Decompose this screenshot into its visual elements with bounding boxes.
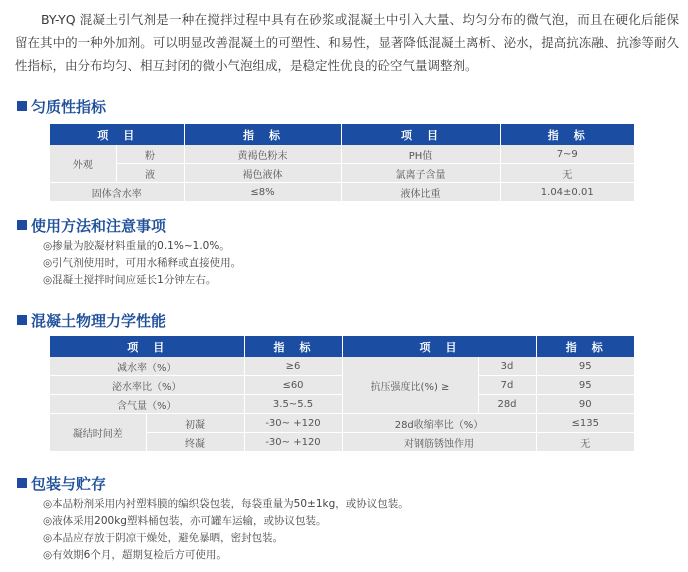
cell-value: ≤8% (184, 183, 341, 202)
square-bullet-icon (17, 220, 27, 230)
table-row (50, 357, 634, 376)
section-title-text: 使用方法和注意事项 (31, 216, 167, 235)
cell-label: 固体含水率 (50, 183, 184, 202)
table-header-row (50, 336, 634, 357)
section-title-text: 匀质性指标 (31, 97, 107, 116)
section-title-usage (17, 215, 166, 235)
list-item: ◎本品应存放于阴凉干燥处，避免暴晒，密封包装。 (43, 532, 284, 544)
cell-sub: 初凝 (146, 414, 244, 433)
square-bullet-icon (17, 101, 27, 111)
cell-value: -30~ +120 (244, 433, 342, 452)
cell-setting-label: 凝结时间差 (50, 414, 146, 452)
cell-appearance: 外观 (50, 145, 116, 183)
cell-value: -30~ +120 (244, 414, 342, 433)
cell-spec: 95 (536, 357, 634, 376)
cell-value: 褐色液体 (184, 164, 341, 183)
section-title-packaging (17, 473, 106, 493)
header-spec: 指 标 (184, 124, 341, 145)
cell-sub: 液 (116, 164, 184, 183)
cell-strength-label: 抗压强度比(%) ≥ (342, 357, 478, 414)
table-row (50, 145, 634, 164)
cell-spec: 7~9 (500, 145, 634, 164)
section-title-uniformity (17, 96, 106, 116)
table-header-row (50, 124, 634, 145)
table-row (50, 414, 634, 433)
cell-spec: 无 (536, 433, 634, 452)
header-spec: 指 标 (500, 124, 634, 145)
section-title-physical (17, 310, 166, 330)
cell-spec: 90 (536, 395, 634, 414)
cell-value: 黄褐色粉末 (184, 145, 341, 164)
table-row (50, 164, 634, 183)
cell-value: ≤60 (244, 376, 342, 395)
cell-spec: 无 (500, 164, 634, 183)
cell-label: 28d收缩率比（%） (342, 414, 536, 433)
cell-item: PH值 (341, 145, 500, 164)
header-item: 项 目 (341, 124, 500, 145)
physical-table (50, 336, 634, 452)
cell-item: 氯离子含量 (341, 164, 500, 183)
cell-age: 7d (478, 376, 536, 395)
cell-value: 3.5~5.5 (244, 395, 342, 414)
cell-value: ≥6 (244, 357, 342, 376)
section-title-text: 混凝土物理力学性能 (31, 311, 167, 330)
cell-item: 液体比重 (341, 183, 500, 202)
cell-label: 泌水率比（%） (50, 376, 244, 395)
section-title-text: 包装与贮存 (31, 474, 107, 493)
cell-spec: 95 (536, 376, 634, 395)
cell-spec: 1.04±0.01 (500, 183, 634, 202)
cell-label: 减水率（%） (50, 357, 244, 376)
packaging-list (43, 496, 409, 564)
list-item: ◎有效期6个月，超期复检后方可使用。 (43, 549, 227, 561)
cell-age: 28d (478, 395, 536, 414)
square-bullet-icon (17, 478, 27, 488)
cell-label: 含气量（%） (50, 395, 244, 414)
header-spec: 指 标 (244, 336, 342, 357)
header-item: 项 目 (342, 336, 536, 357)
cell-sub: 终凝 (146, 433, 244, 452)
list-item: ◎引气剂使用时，可用水稀释或直接使用。 (43, 257, 242, 269)
intro-paragraph: BY-YQ 混凝土引气剂是一种在搅拌过程中具有在砂浆或混凝土中引入大量、均匀分布的微气泡，而且在硬化后能保留在其中的一种外加剂。可以明显改善混凝土的可塑性、和易性，显著降低混凝土离析、泌水，提高抗冻融、抗渗等耐久性指标，由分布均匀、相互封闭的微小气泡组成，是稳定性优良的砼空气量调整剂。 (15, 12, 679, 73)
list-item: ◎掺量为胶凝材料重量的0.1%~1.0%。 (43, 240, 230, 252)
cell-age: 3d (478, 357, 536, 376)
list-item: ◎液体采用200kg塑料桶包装，亦可罐车运输，或协议包装。 (43, 515, 327, 527)
list-item: ◎混凝土搅拌时间应延长1分钟左右。 (43, 274, 217, 286)
list-item: ◎本品粉剂采用内衬塑料膜的编织袋包装，每袋重量为50±1kg，或协议包装。 (43, 498, 409, 510)
cell-spec: ≤135 (536, 414, 634, 433)
header-spec: 指 标 (536, 336, 634, 357)
cell-sub: 粉 (116, 145, 184, 164)
uniformity-table (50, 124, 634, 202)
header-item: 项 目 (50, 336, 244, 357)
square-bullet-icon (17, 315, 27, 325)
usage-list (43, 238, 241, 289)
header-item: 项 目 (50, 124, 184, 145)
cell-label: 对钢筋锈蚀作用 (342, 433, 536, 452)
table-row (50, 183, 634, 202)
